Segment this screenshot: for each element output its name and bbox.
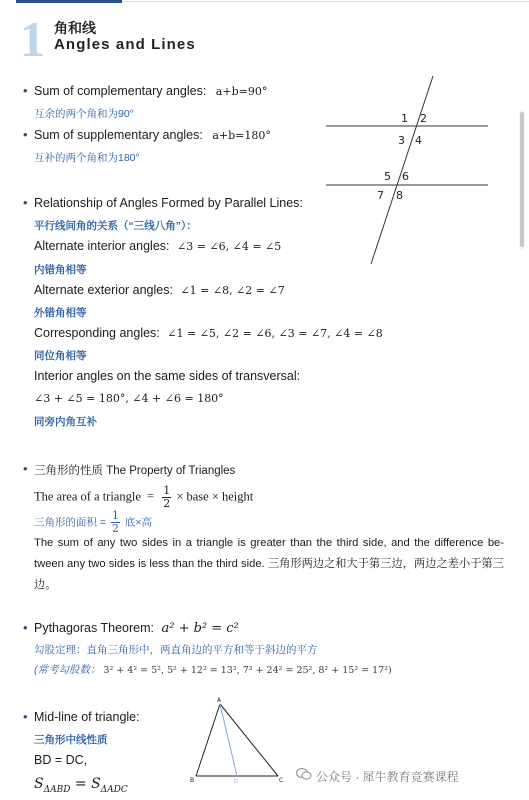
alt-interior-cn: 内错角相等 <box>34 264 87 276</box>
corresponding-row <box>34 326 383 340</box>
triangle-area-en <box>34 485 253 510</box>
same-side-formula: ∠3 + ∠5 = 180°, ∠4 + ∠6 = 180° <box>34 392 224 405</box>
angle-label-5: 5 <box>384 170 391 183</box>
pythagoras-examples: 3² + 4² = 5², 5² + 12² = 13², 7² + 24² = 25², 8² + 15² = 17²) <box>103 665 392 676</box>
midline-eq1: BD = DC, <box>34 753 88 767</box>
area-symbol-s: S <box>34 776 44 792</box>
triangle-area-cn-lead: 三角形的面积 = <box>34 516 107 529</box>
section-title-cn: 角和线 <box>54 20 96 36</box>
section-title-en: Angles and Lines <box>54 36 196 53</box>
area-eq-s: = S <box>70 776 101 792</box>
triangle-title: • 三角形的性质 The Property of Triangles <box>34 462 235 478</box>
midline-triangle-diagram <box>188 696 288 786</box>
same-side-label: Interior angles on the same sides of transversal: <box>34 369 301 383</box>
angle-label-8: 8 <box>396 189 403 202</box>
pythagoras-label: Pythagoras Theorem: <box>34 621 154 635</box>
angle-label-1: 1 <box>401 112 408 125</box>
section-header <box>20 11 320 67</box>
alt-interior-row <box>34 239 281 253</box>
pythagoras-examples-row <box>34 662 392 677</box>
pythagoras-formula: a² + b² = c² <box>161 621 239 636</box>
parallel-title: • Relationship of Angles Formed by Parallel Lines: <box>34 196 303 210</box>
angle-label-3: 3 <box>398 134 405 147</box>
supplementary-item <box>34 128 271 142</box>
corresponding-formula: ∠1 = ∠5, ∠2 = ∠6, ∠3 = ∠7, ∠4 = ∠8 <box>167 327 383 340</box>
complementary-cn: 互余的两个角和为90° <box>34 108 134 120</box>
scrollbar-thumb[interactable] <box>520 112 524 247</box>
complementary-item <box>34 84 267 98</box>
triangle-area-en-tail: × base × height <box>176 489 254 504</box>
wechat-icon <box>296 767 312 781</box>
one-half-fraction-cn <box>111 510 120 535</box>
fraction-numerator: 1 <box>163 484 171 497</box>
alt-exterior-formula: ∠1 = ∠8, ∠2 = ∠7 <box>180 284 285 297</box>
alt-exterior-row <box>34 283 285 297</box>
alt-exterior-label: Alternate exterior angles: <box>34 283 173 297</box>
area-sub-abd: ΔABD <box>43 784 71 795</box>
area-sub-adc: ΔADC <box>100 784 128 795</box>
alt-interior-label: Alternate interior angles: <box>34 239 170 253</box>
fraction-denominator-cn: 2 <box>111 522 119 535</box>
top-divider <box>122 1 529 2</box>
fraction-numerator-cn: 1 <box>111 509 119 522</box>
point-b-label: B <box>190 777 195 784</box>
triangle-area-cn <box>34 510 152 535</box>
corresponding-label: Corresponding angles: <box>34 326 160 340</box>
corresponding-cn: 同位角相等 <box>34 350 87 362</box>
complementary-formula: a+b=90° <box>215 85 268 98</box>
point-a-label: A <box>217 697 222 704</box>
triangle-area-cn-tail: 底×高 <box>124 516 153 529</box>
angle-label-4: 4 <box>415 134 422 147</box>
one-half-fraction <box>162 485 171 510</box>
pythagoras-examples-label: (常考勾股数： <box>34 664 101 676</box>
parallel-lines-diagram <box>320 72 500 268</box>
alt-exterior-cn: 外错角相等 <box>34 307 87 319</box>
supplementary-formula: a+b=180° <box>212 129 271 142</box>
alt-interior-formula: ∠3 = ∠6, ∠4 = ∠5 <box>176 240 282 253</box>
triangle-area-en-lead: The area of a triangle <box>34 489 141 504</box>
supplementary-label: Sum of supplementary angles: <box>34 128 203 142</box>
midline-label: • Mid-line of triangle: <box>34 710 140 724</box>
supplementary-cn: 互补的两个角和为180° <box>34 152 140 164</box>
triangle-area-equals: = <box>147 489 155 504</box>
midline-cn: 三角形中线性质 <box>34 734 108 746</box>
angle-label-7: 7 <box>377 189 384 202</box>
top-accent-rule <box>16 0 122 3</box>
same-side-cn: 同旁内角互补 <box>34 416 97 428</box>
parallel-title-cn: 平行线间角的关系（“三线八角”）： <box>34 220 197 232</box>
point-d-label: D <box>234 779 238 785</box>
triangle-inequality-text: The sum of any two sides in a triangle is greater than the third side, and the difference be-tween any two sides is less than the third side. 三角形两边之和大于第三边，两边之差小于第三边。 <box>34 537 504 591</box>
angle-label-6: 6 <box>402 170 409 183</box>
triangle-side-ab <box>196 704 220 776</box>
complementary-label: Sum of complementary angles: <box>34 84 207 98</box>
point-c-label: C <box>279 777 284 784</box>
midline-eq2 <box>34 776 128 795</box>
pythagoras-cn: 勾股定理：直角三角形中，两直角边的平方和等于斜边的平方 <box>34 644 318 656</box>
pythagoras-item <box>34 621 239 636</box>
section-number: 1 <box>20 11 45 67</box>
watermark-text: 公众号 · 犀牛教育竞赛课程 <box>316 770 459 784</box>
fraction-denominator: 2 <box>163 497 171 510</box>
angle-label-2: 2 <box>420 112 427 125</box>
